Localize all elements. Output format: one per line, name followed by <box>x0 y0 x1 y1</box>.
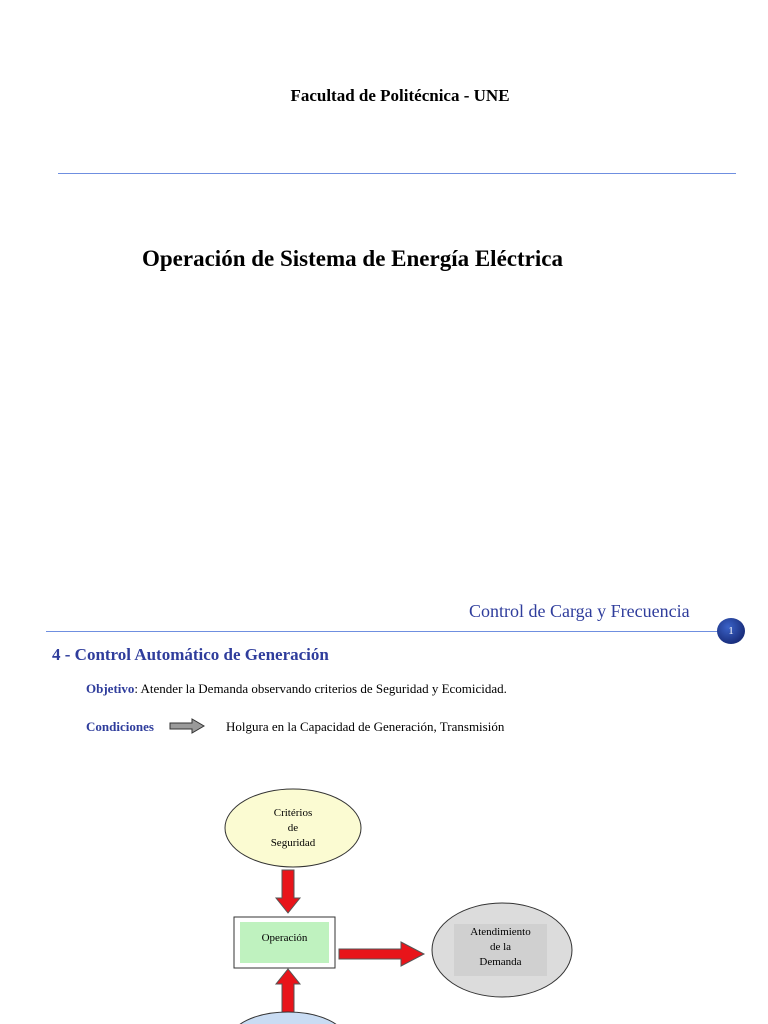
conditions-label: Condiciones <box>86 719 154 734</box>
operation-label: Operación <box>261 932 308 944</box>
page-number-badge: 1 <box>717 618 745 644</box>
slide-header: Control de Carga y Frecuencia <box>469 601 690 621</box>
conditions-text: Holgura en la Capacidad de Generación, Transmisión <box>226 719 505 734</box>
gray-arrow-icon <box>169 718 205 734</box>
faculty-header: Facultad de Politécnica - UNE <box>290 86 510 105</box>
objective-text: : Atender la Demanda observando criterios de Seguridad y Ecomicidad. <box>134 681 507 696</box>
arrow-right-icon <box>339 942 424 966</box>
flow-diagram <box>0 780 768 1024</box>
header-divider <box>58 173 736 174</box>
slide-divider <box>46 631 736 632</box>
section-heading: 4 - Control Automático de Generación <box>52 645 329 664</box>
demand-label: Atendimiento de la Demanda <box>470 926 531 968</box>
objective-line <box>86 681 507 697</box>
arrow-down-icon <box>276 870 300 913</box>
objective-label: Objetivo <box>86 681 135 696</box>
document-title: Operación de Sistema de Energía Eléctrica <box>142 246 563 271</box>
bottom-node <box>230 1012 346 1024</box>
criteria-label: Critérios de Seguridad <box>270 807 316 849</box>
